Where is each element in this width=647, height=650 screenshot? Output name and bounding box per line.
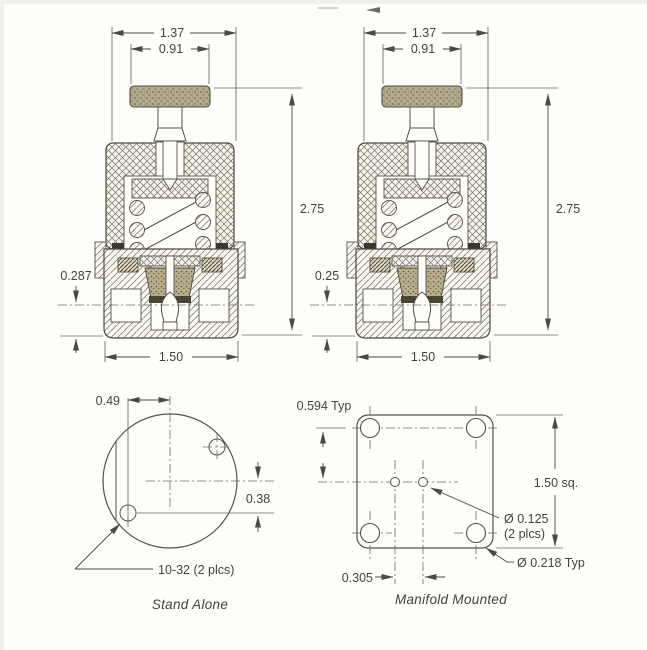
dim-knob-width-right: 0.91: [410, 42, 436, 56]
callout-port-hole-count: (2 plcs): [504, 527, 545, 541]
dim-port-height-right: 0.25: [314, 269, 340, 283]
scan-edge-top: [0, 0, 647, 4]
callout-corner-hole-diameter: Ø 0.218 Typ: [517, 556, 585, 570]
dim-hole-offset-y: 0.38: [245, 492, 271, 506]
dim-hole-offset-x: 0.49: [95, 394, 120, 408]
caption-stand-alone: Stand Alone: [151, 597, 229, 612]
dim-height-right: 2.75: [555, 202, 581, 216]
corner-hole-bl: [361, 524, 380, 543]
dim-body-width-left: 1.37: [159, 26, 185, 40]
caption-manifold-mounted: Manifold Mounted: [394, 592, 508, 607]
dim-base-width-right: 1.50: [410, 350, 436, 364]
dim-knob-width-left: 0.91: [158, 42, 184, 56]
corner-hole-tr: [467, 419, 486, 438]
dim-corner-hole-offset: 0.594 Typ: [296, 399, 352, 413]
port-hole-left: [391, 478, 400, 487]
dim-plate-size: 1.50 sq.: [533, 476, 579, 490]
dim-body-width-right: 1.37: [411, 26, 437, 40]
corner-hole-tl: [361, 419, 380, 438]
corner-hole-br: [467, 524, 486, 543]
scan-edge-left: [0, 0, 4, 650]
callout-port-hole-diameter: Ø 0.125: [504, 512, 549, 526]
dim-port-hole-spacing: 0.305: [341, 571, 373, 585]
dim-base-width-left: 1.50: [158, 350, 184, 364]
port-hole-right: [419, 478, 428, 487]
dim-port-height-left: 0.287: [60, 269, 92, 283]
thread-callout: 10-32 (2 plcs): [158, 563, 235, 577]
dim-height-left: 2.75: [299, 202, 325, 216]
